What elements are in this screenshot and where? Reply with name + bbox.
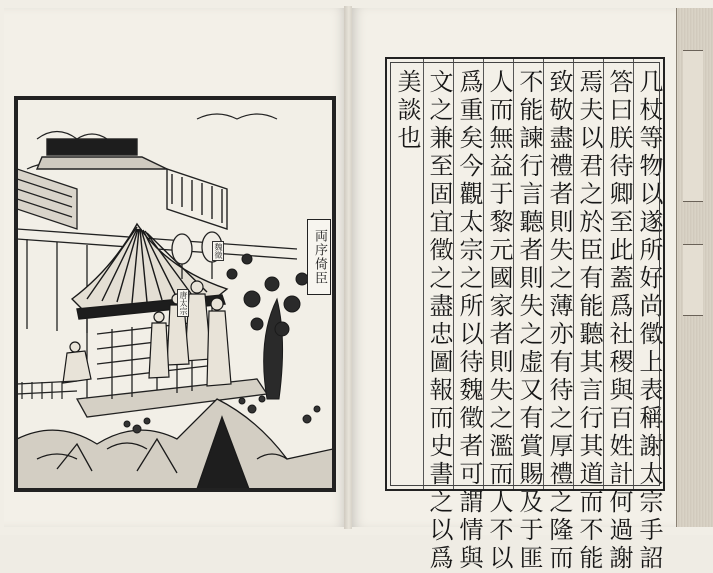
text-column-7: 爲重矣今觀太宗之所以待魏徵者可謂情與 xyxy=(455,69,483,573)
illustration-caption: 両序倚臣 xyxy=(307,219,331,295)
edge-tab xyxy=(683,244,703,316)
figure-label-2: 唐太宗 xyxy=(179,291,188,315)
text-column-8: 文之兼至固宜徵之盡忠圖報而史書之以爲 xyxy=(425,69,453,573)
text-column-5: 不能諫行言聽者則失之虚又有賞賜及于匪 xyxy=(515,69,543,573)
text-column-9: 美談也 xyxy=(393,69,421,153)
woodblock-illustration xyxy=(14,96,336,492)
text-column-1: 几杖等物以遂所好尚徵上表稱謝太宗手詔 xyxy=(635,69,663,573)
page-edges xyxy=(676,8,713,527)
book-gutter xyxy=(344,6,352,529)
text-column-6: 人而無益于黎元國家者則失之濫而人不以 xyxy=(485,69,513,573)
text-column-3: 焉夫以君之於臣有能聽其言行其道而不能 xyxy=(575,69,603,573)
text-column-2: 答曰朕待卿至此蓋爲社稷與百姓計何過謝 xyxy=(605,69,633,573)
text-column-4: 致敬盡禮者則失之薄亦有待之厚禮之隆而 xyxy=(545,69,573,573)
edge-tab xyxy=(683,50,703,202)
text-block xyxy=(385,57,665,573)
illustration-drawing xyxy=(17,99,333,489)
figure-label-1: 魏徵 xyxy=(214,243,223,259)
